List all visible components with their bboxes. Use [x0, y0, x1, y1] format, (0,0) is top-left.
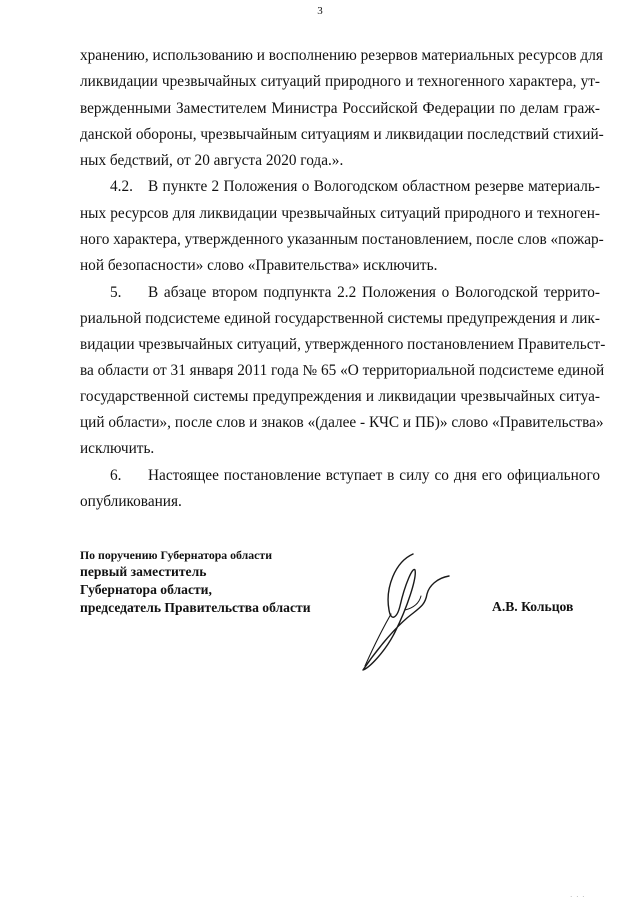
text-line: ликвидации чрезвычайных ситуаций природного и техногенного характера, ут- [80, 73, 600, 90]
item-number: 4.2. [110, 178, 133, 195]
signatory-name: А.В. Кольцов [492, 599, 574, 614]
text-line: вержденными Заместителем Министра Российской Федерации по делам граж- [80, 100, 600, 117]
item-number: 5. [110, 284, 122, 301]
text-line: данской обороны, чрезвычайным ситуациям и ликвидации последствий стихий- [80, 126, 604, 143]
text-line: риальной подсистеме единой государственной системы предупреждения и лик- [80, 310, 600, 327]
text-line: ций области», после слов и знаков «(далее - КЧС и ПБ)» слово «Правительства» [80, 414, 604, 431]
signature-authority-line: По поручению Губернатора области [80, 548, 272, 562]
text-line: хранению, использованию и восполнению резервов материальных ресурсов для [80, 47, 603, 64]
text-line: ной безопасности» слово «Правительства» исключить. [80, 257, 438, 274]
text-line: государственной системы предупреждения и ликвидации чрезвычайных ситуа- [80, 388, 600, 405]
signatory-title-line: Губернатора области, [80, 582, 212, 597]
footer-mark: · · · [570, 893, 586, 901]
text-line: В пункте 2 Положения о Вологодском областном резерве материаль- [148, 178, 600, 195]
item-number: 6. [110, 467, 122, 484]
text-line: ных бедствий, от 20 августа 2020 года.». [80, 152, 344, 169]
text-line: опубликования. [80, 493, 182, 510]
signatory-title-line: председатель Правительства области [80, 600, 311, 615]
signatory-title-line: первый заместитель [80, 564, 207, 579]
text-line: В абзаце втором подпункта 2.2 Положения о Вологодской террито- [148, 284, 600, 301]
text-line: исключить. [80, 440, 155, 457]
handwritten-signature [355, 548, 465, 673]
text-line: Настоящее постановление вступает в силу со дня его официального [148, 467, 600, 484]
text-line: ного характера, утвержденного указанным постановлением, после слов «пожар- [80, 231, 604, 248]
text-line: ва области от 31 января 2011 года № 65 «О территориальной подсистеме единой [80, 362, 605, 379]
text-line: ных ресурсов для ликвидации чрезвычайных ситуаций природного и техноген- [80, 205, 600, 222]
page-number: 3 [317, 5, 323, 17]
text-line: видации чрезвычайных ситуаций, утвержденного постановлением Правительст- [80, 336, 606, 353]
